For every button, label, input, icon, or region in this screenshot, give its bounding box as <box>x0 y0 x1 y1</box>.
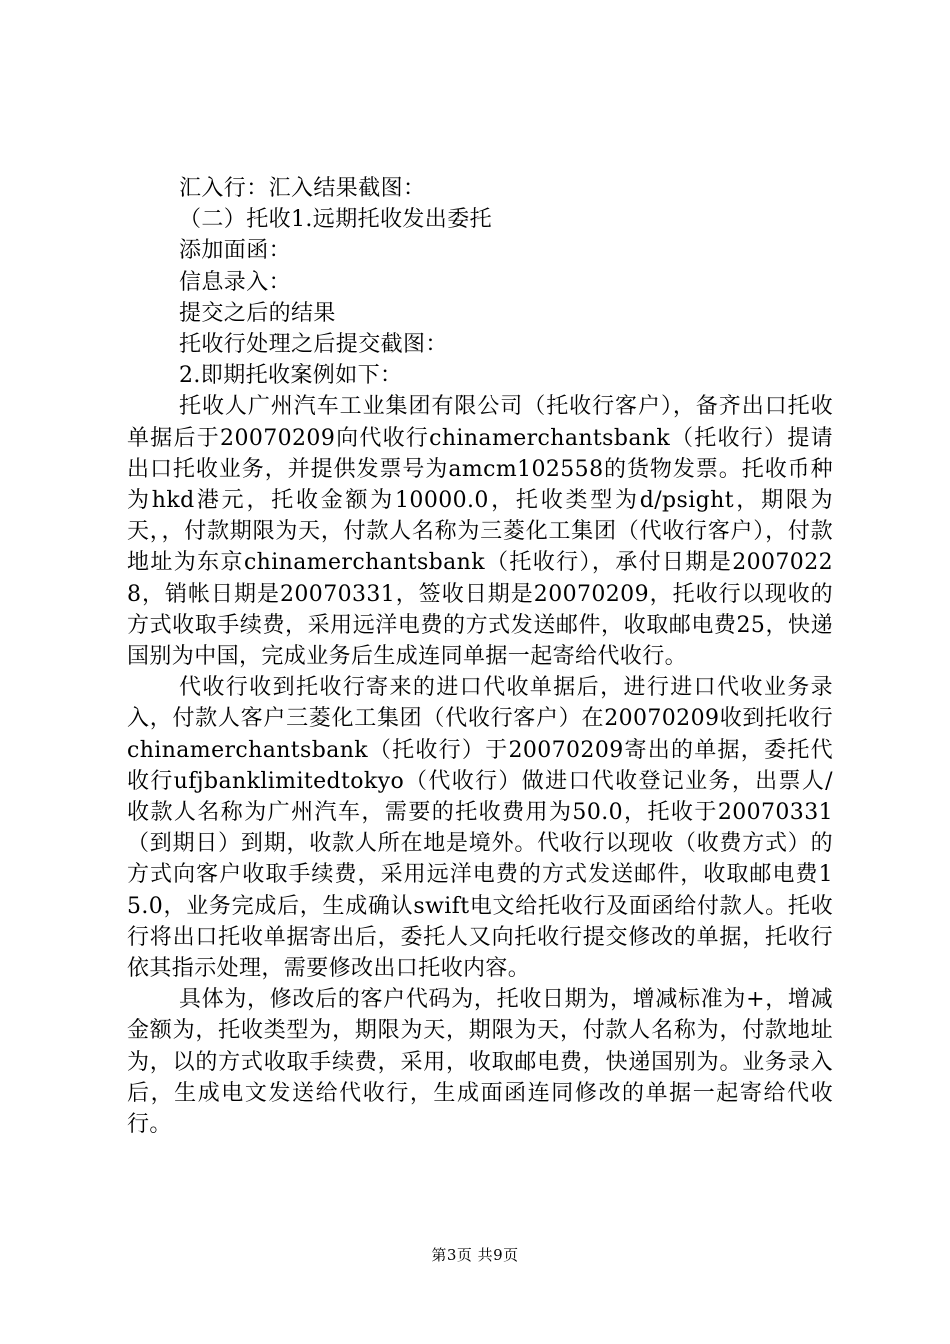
text-line-info-entry: 信息录入： <box>179 269 292 295</box>
text-line-bank-processing: 托收行处理之后提交截图： <box>179 332 448 358</box>
paragraph-import-collection: 代收行收到托收行寄来的进口代收单据后，进行进口代收业务录入，付款人客户三菱化工集团（代收行客户）在20070209收到托收行chinamerchantsbank（托收行）于20070209寄出的单据，委托代收行ufjbanklimitedtokyo（代收行）做进口代收登记业务，出票人/收款人名称为广州汽车，需要的托收费用为50.0，托收于20070331（到期日）到期，收款人所在地是境外。代收行以现收（收费方式）的方式向客户收取手续费，采用远洋电费的方式发送邮件，收取邮电费15.0，业务完成后，生成确认swift电文给托收行及面函给付款人。托收行将出口托收单据寄出后，委托人又向托收行提交修改的单据，托收行依其指示处理，需要修改出口托收内容。 <box>127 675 833 982</box>
paragraph-export-collection: 托收人广州汽车工业集团有限公司（托收行客户），备齐出口托收单据后于20070209向代收行chinamerchantsbank（托收行）提请出口托收业务，并提供发票号为amcm102558的货物发票。托收币种为hkd港元，托收金额为10000.0，托收类型为d/psight，期限为天，，付款期限为天，付款人名称为三菱化工集团（代收行客户），付款地址为东京chinamerchantsbank（托收行），承付日期是20070228，销帐日期是20070331，签收日期是20070209，托收行以现收的方式收取手续费，采用远洋电费的方式发送邮件，收取邮电费25，快递国别为中国，完成业务后生成连同单据一起寄给代收行。 <box>127 394 833 670</box>
text-line-add-cover-letter: 添加面函： <box>179 238 292 264</box>
page-number-footer: 第3页 共9页 <box>431 1246 519 1264</box>
paragraph-amendment: 具体为，修改后的客户代码为，托收日期为，增减标准为+，增减金额为，托收类型为，期限为天，期限为天，付款人名称为，付款地址为，以的方式收取手续费，采用，收取邮电费，快递国别为。业务录入后，生成电文发送给代收行，生成面函连同修改的单据一起寄给代收行。 <box>127 987 833 1138</box>
text-line-remit-result: 汇入行：汇入结果截图： <box>179 176 426 201</box>
text-line-collection-heading: （二）托收1.远期托收发出委托 <box>179 207 492 233</box>
document-body <box>127 173 833 1140</box>
text-line-submit-result: 提交之后的结果 <box>179 300 336 326</box>
text-line-sight-collection-case: 2.即期托收案例如下： <box>179 363 403 389</box>
